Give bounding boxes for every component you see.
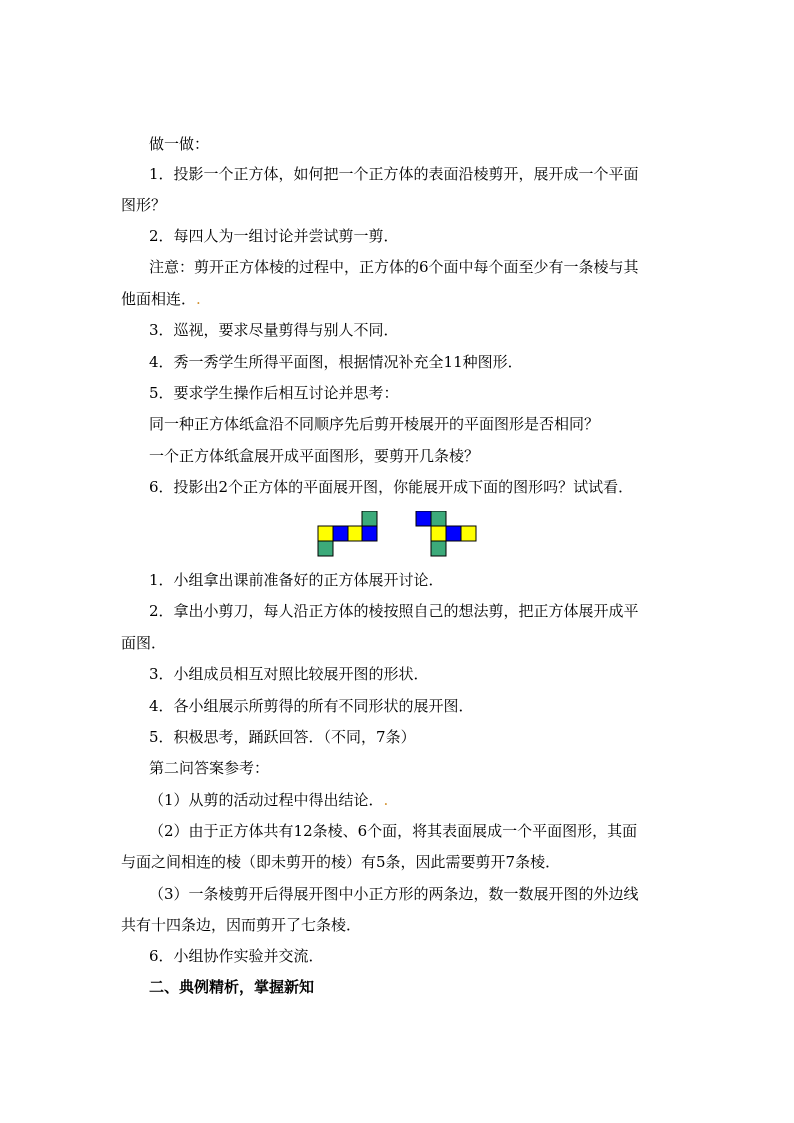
paragraph-line: 第二问答案参考： [149,759,270,777]
cube-net-figure-right [414,511,574,559]
paragraph-line: （1）从剪的活动过程中得出结论．. [149,791,389,809]
net-square-green [318,541,333,556]
paragraph-line: 图形？ [121,196,167,214]
paragraph-line: 5．积极思考，踊跃回答．（不同，7条） [149,728,416,746]
net-square-blue [446,526,461,541]
paragraph-line: 他面相连．. [121,290,201,308]
net-square-green [431,541,446,556]
paragraph-line: 1．小组拿出课前准备好的正方体展开讨论． [149,571,444,589]
paragraph-line: （2）由于正方体共有12条棱、6个面，将其表面展成一个平面图形，其面 [149,822,638,840]
net-square-yellow [431,526,446,541]
orange-dot-mark: . [383,791,389,809]
paragraph-line: 一个正方体纸盒展开成平面图形，要剪开几条棱？ [149,447,480,465]
paragraph-line: 3．巡视，要求尽量剪得与别人不同． [149,321,399,339]
paragraph-line: 2．每四人为一组讨论并尝试剪一剪． [149,227,399,245]
section-heading-do-it: 做一做： [149,135,210,153]
paragraph-line: 6．投影出2个正方体的平面展开图，你能展开成下面的图形吗？试试看． [149,478,634,496]
paragraph-line: 3．小组成员相互对照比较展开图的形状． [149,665,429,683]
paragraph-line: 1．投影一个正方体，如何把一个正方体的表面沿棱剪开，展开成一个平面 [149,165,639,183]
paragraph-line: 同一种正方体纸盒沿不同顺序先后剪开棱展开的平面图形是否相同？ [149,415,600,433]
orange-dot-mark: . [196,290,201,308]
paragraph-line: （3）一条棱剪开后得展开图中小正方形的两条边，数一数展开图的外边线 [149,885,639,903]
net-square-blue [333,526,348,541]
section-heading-examples: 二、典例精析，掌握新知 [149,978,315,996]
net-square-blue [362,526,377,541]
net-square-green [431,511,446,526]
net-square-blue [416,511,431,526]
paragraph-line: 注意：剪开正方体棱的过程中，正方体的6个面中每个面至少有一条棱与其 [149,258,639,276]
paragraph-line: 共有十四条边，因而剪开了七条棱． [121,916,362,934]
paragraph-line: 4．各小组展示所剪得的所有不同形状的展开图． [149,697,474,715]
paragraph-line: 2．拿出小剪刀，每人沿正方体的棱按照自己的想法剪，把正方体展开成平 [149,602,639,620]
paragraph-line: 面图． [121,634,167,652]
net-square-yellow [318,526,333,541]
net-square-green [362,511,377,526]
net-square-yellow [461,526,476,541]
paragraph-line: 与面之间相连的棱（即未剪开的棱）有5条，因此需要剪开7条棱． [121,853,561,871]
paragraph-line: 4．秀一秀学生所得平面图，根据情况补充全11种图形． [149,353,523,371]
paragraph-line: 6．小组协作实验并交流． [149,947,324,965]
paragraph-line: 5．要求学生操作后相互讨论并思考： [149,384,399,402]
net-square-yellow [348,526,363,541]
